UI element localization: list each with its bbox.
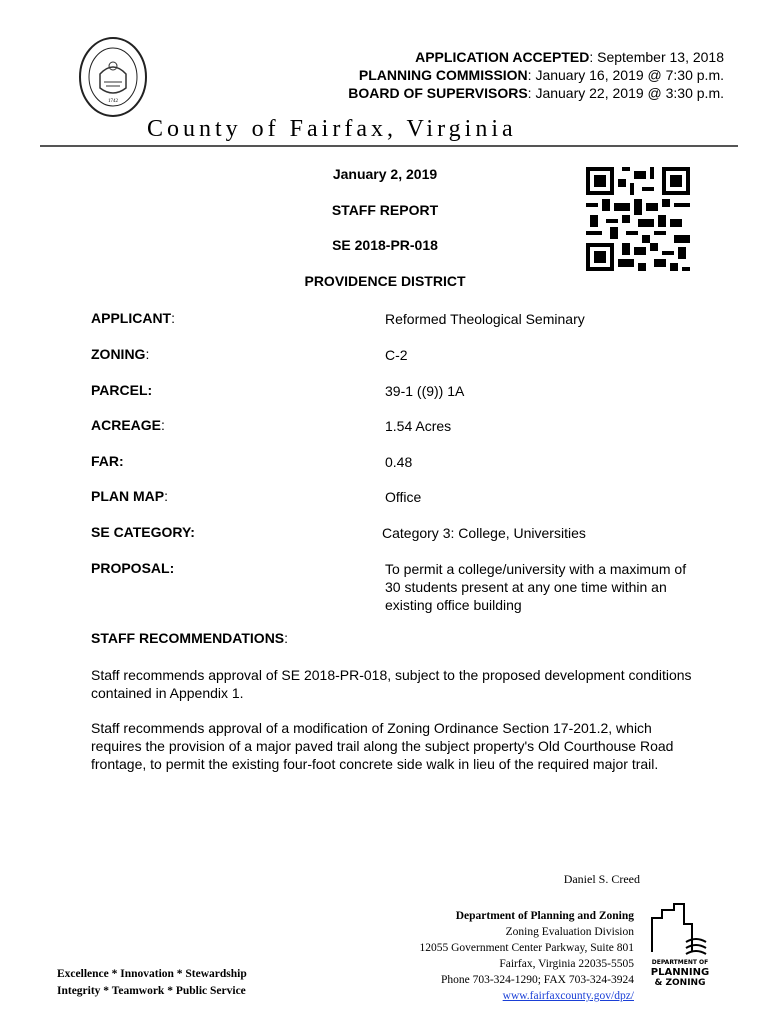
field-label: SE CATEGORY: [91, 524, 195, 540]
field-label: FAR: [91, 453, 124, 469]
logo-line-2: PLANNING [650, 967, 710, 978]
address-line-1: 12055 Government Center Parkway, Suite 801 [419, 942, 634, 954]
field-value: C-2 [385, 347, 408, 363]
field-value: 1.54 Acres [385, 418, 452, 434]
application-date: : September 13, 2018 [589, 49, 724, 65]
dpz-logo-text [648, 958, 712, 988]
recommendations-heading: STAFF RECOMMENDATIONS: [91, 630, 289, 646]
motto [57, 966, 247, 1000]
field-value: To permit a college/university with a maximum of 30 students present at any one time within an existing office building [385, 561, 687, 613]
report-type: STAFF REPORT [331, 202, 439, 218]
field-value: Office [385, 489, 422, 505]
logo-line-3: & ZONING [654, 978, 706, 988]
county-title: County of Fairfax, Virginia [147, 116, 517, 142]
field-value: 39-1 ((9)) 1A [385, 383, 465, 399]
field-value: Reformed Theological Seminary [385, 311, 585, 327]
field-label: ACREAGE: [91, 417, 165, 433]
dept-name: Department of Planning and Zoning [455, 910, 634, 922]
header-rule [40, 145, 738, 147]
field-value: Category 3: College, Universities [382, 525, 586, 541]
signature-name: Daniel S. Creed [563, 872, 640, 886]
qr-code [586, 166, 690, 272]
board-label: BOARD OF SUPERVISORS [348, 85, 528, 101]
hearing-dates [348, 48, 724, 102]
application-label: APPLICATION ACCEPTED [415, 49, 590, 65]
department-info [419, 908, 634, 1004]
planning-date: : January 16, 2019 @ 7:30 p.m. [527, 67, 724, 83]
logo-line-1: DEPARTMENT OF [651, 959, 709, 966]
county-seal [78, 36, 148, 118]
field-value: 0.48 [385, 454, 413, 470]
motto-line-1: Excellence * Innovation * Stewardship [57, 968, 247, 980]
field-label: ZONING: [91, 346, 150, 362]
field-label: PARCEL: [91, 382, 153, 398]
motto-line-2: Integrity * Teamwork * Public Service [57, 985, 246, 997]
case-number: SE 2018-PR-018 [332, 237, 438, 253]
address-line-2: Fairfax, Virginia 22035-5505 [499, 958, 634, 970]
recommendation-1: Staff recommends approval of SE 2018-PR-018, subject to the proposed development conditions contained in Appendix 1. [91, 667, 692, 701]
report-date: January 2, 2019 [332, 166, 438, 182]
phone-fax: Phone 703-324-1290; FAX 703-324-3924 [440, 974, 634, 986]
board-date: : January 22, 2019 @ 3:30 p.m. [527, 85, 724, 101]
division-name: Zoning Evaluation Division [505, 926, 634, 938]
recommendation-2: Staff recommends approval of a modification of Zoning Ordinance Section 17-201.2, which requires the provision of a major paved trail along the subject property's Old Courthouse Road frontage, to permit the existing four-foot concrete side walk in lieu of the required major trail. [91, 720, 674, 772]
field-label: PLAN MAP: [91, 488, 169, 504]
website-link[interactable]: www.fairfaxcounty.gov/dpz/ [502, 990, 634, 1002]
district: PROVIDENCE DISTRICT [304, 273, 466, 289]
planning-label: PLANNING COMMISSION [358, 67, 528, 83]
svg-text:1742: 1742 [108, 99, 118, 104]
field-label: APPLICANT: [91, 310, 176, 326]
field-label: PROPOSAL: [91, 560, 175, 576]
